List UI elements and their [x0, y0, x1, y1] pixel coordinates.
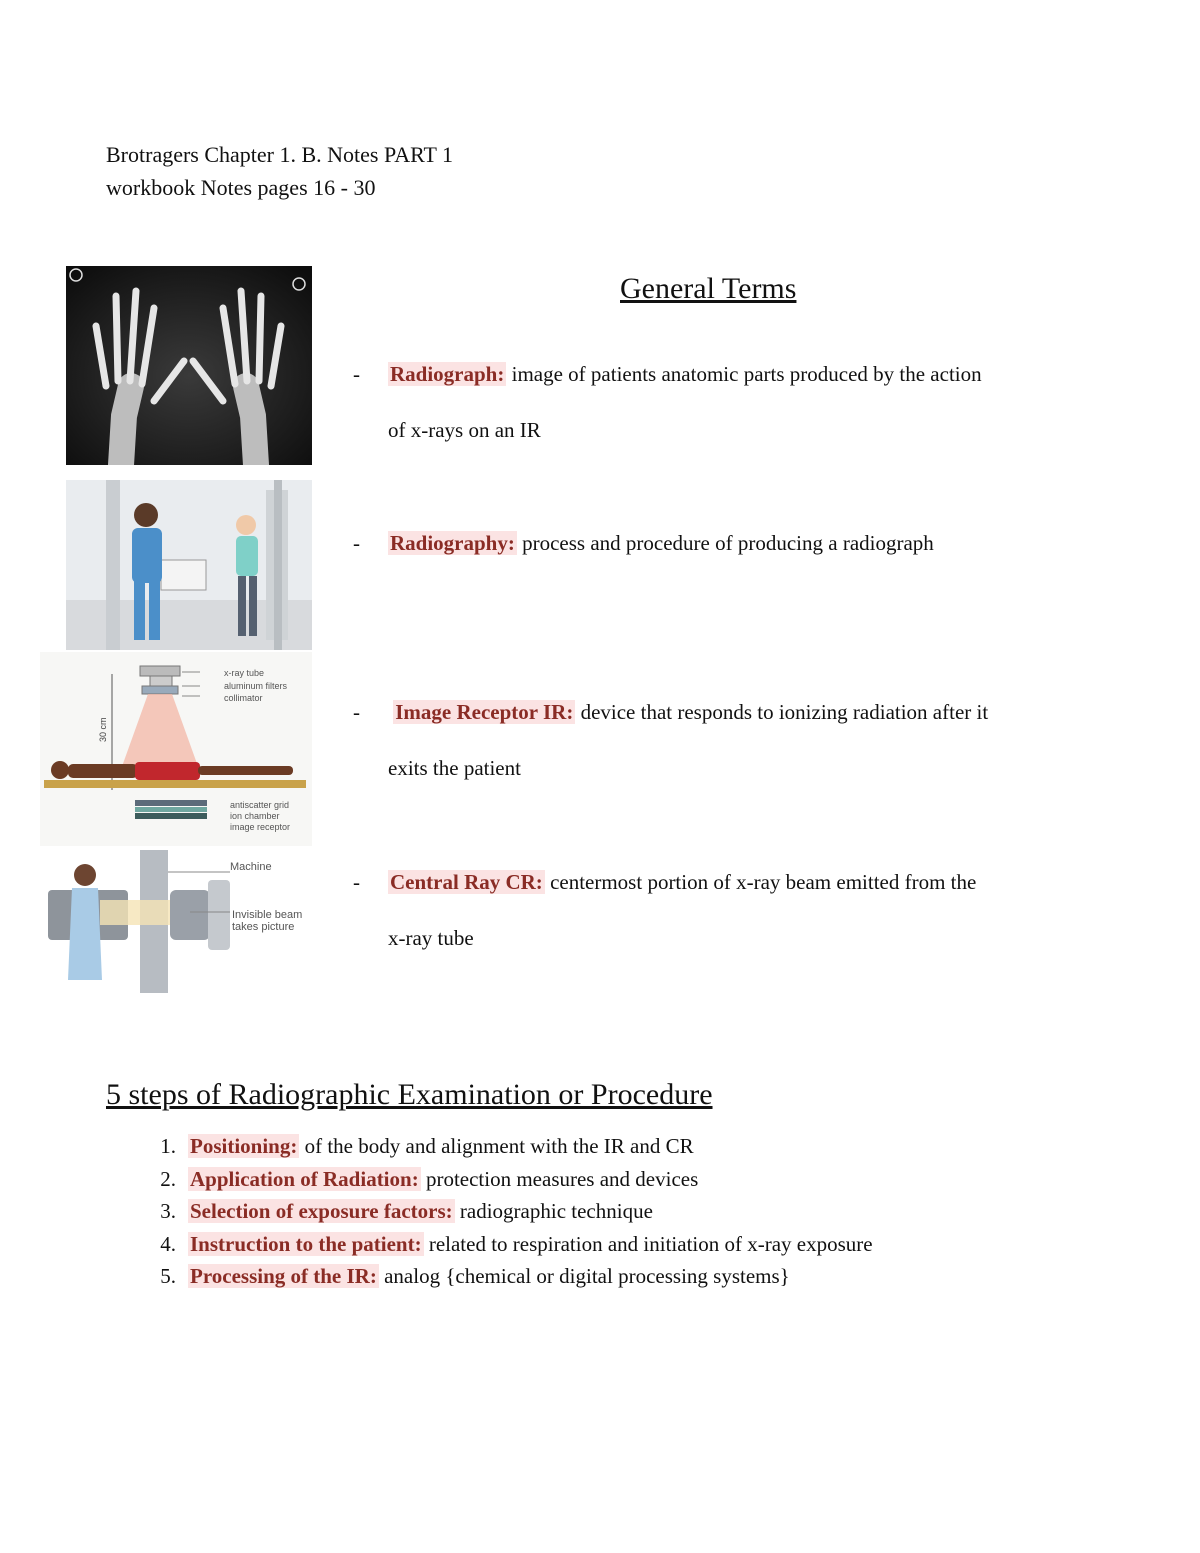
- diagram-label-grid: antiscatter grid: [230, 800, 290, 810]
- step-text: of the body and alignment with the IR and CR: [299, 1134, 694, 1158]
- term-label: Image Receptor IR:: [395, 700, 574, 724]
- term-image-receptor: [353, 684, 1073, 796]
- list-item: [106, 1195, 873, 1228]
- beam-label-line1: Invisible beam: [232, 909, 303, 921]
- term-label: Radiograph:: [390, 362, 505, 386]
- step-label: Positioning:: [190, 1134, 298, 1158]
- list-item: [106, 1163, 873, 1196]
- bullet-dash: -: [353, 700, 360, 724]
- list-item: [106, 1260, 873, 1293]
- bullet-dash: -: [353, 531, 360, 555]
- steps-list: [106, 1130, 873, 1293]
- term-radiograph: [353, 346, 1073, 458]
- term-definition-cont: exits the patient: [388, 756, 521, 780]
- bullet-dash: -: [353, 362, 360, 386]
- beam-label-line2: takes picture: [232, 921, 295, 933]
- general-terms-heading: General Terms: [620, 272, 797, 305]
- steps-heading: 5 steps of Radiographic Examination or Procedure: [106, 1078, 713, 1111]
- step-text: analog {chemical or digital processing systems}: [378, 1264, 790, 1288]
- term-definition-cont: x-ray tube: [388, 926, 474, 950]
- radiography-room-image: [66, 480, 312, 650]
- term-central-ray: [353, 854, 1073, 966]
- xray-machine-illustration: [40, 850, 312, 993]
- diagram-distance-label: 30 cm: [98, 717, 108, 742]
- bullet-dash: -: [353, 870, 360, 894]
- diagram-label-ion-chamber: ion chamber: [230, 811, 280, 821]
- document-header: [106, 138, 453, 204]
- step-number: 4.: [160, 1231, 176, 1256]
- diagram-label-image-receptor: image receptor: [230, 822, 291, 832]
- term-definition: process and procedure of producing a radiograph: [516, 531, 934, 555]
- diagram-label-xray-tube: x-ray tube: [224, 668, 265, 678]
- step-number: 2.: [160, 1166, 176, 1191]
- machine-label: Machine: [230, 861, 272, 873]
- xray-setup-diagram: [40, 652, 312, 846]
- step-text: radiographic technique: [454, 1199, 653, 1223]
- hand-xray-image: [66, 266, 312, 465]
- header-title: Brotragers Chapter 1. B. Notes PART 1: [106, 142, 453, 167]
- header-subtitle: workbook Notes pages 16 - 30: [106, 175, 376, 200]
- step-label: Application of Radiation:: [190, 1166, 419, 1191]
- list-item: [106, 1130, 873, 1163]
- step-number: 1.: [160, 1134, 176, 1158]
- step-label: Selection of exposure factors:: [190, 1199, 453, 1223]
- term-label: Central Ray CR:: [390, 870, 543, 894]
- step-number: 5.: [160, 1264, 176, 1288]
- term-definition: centermost portion of x-ray beam emitted from the: [544, 870, 977, 894]
- term-definition: device that responds to ionizing radiation after it: [575, 700, 989, 724]
- step-number: 3.: [160, 1199, 176, 1223]
- step-text: protection measures and devices: [420, 1166, 699, 1191]
- term-label: Radiography:: [390, 531, 515, 555]
- diagram-label-collimator: collimator: [224, 693, 263, 703]
- step-label: Instruction to the patient:: [190, 1231, 422, 1256]
- step-text: related to respiration and initiation of x-ray exposure: [423, 1231, 873, 1256]
- term-radiography: [353, 515, 1073, 571]
- step-label: Processing of the IR:: [190, 1264, 377, 1288]
- list-item: [106, 1228, 873, 1261]
- term-definition-cont: of x-rays on an IR: [388, 418, 541, 442]
- term-definition: image of patients anatomic parts produced by the action: [506, 362, 982, 386]
- diagram-label-filters: aluminum filters: [224, 681, 288, 691]
